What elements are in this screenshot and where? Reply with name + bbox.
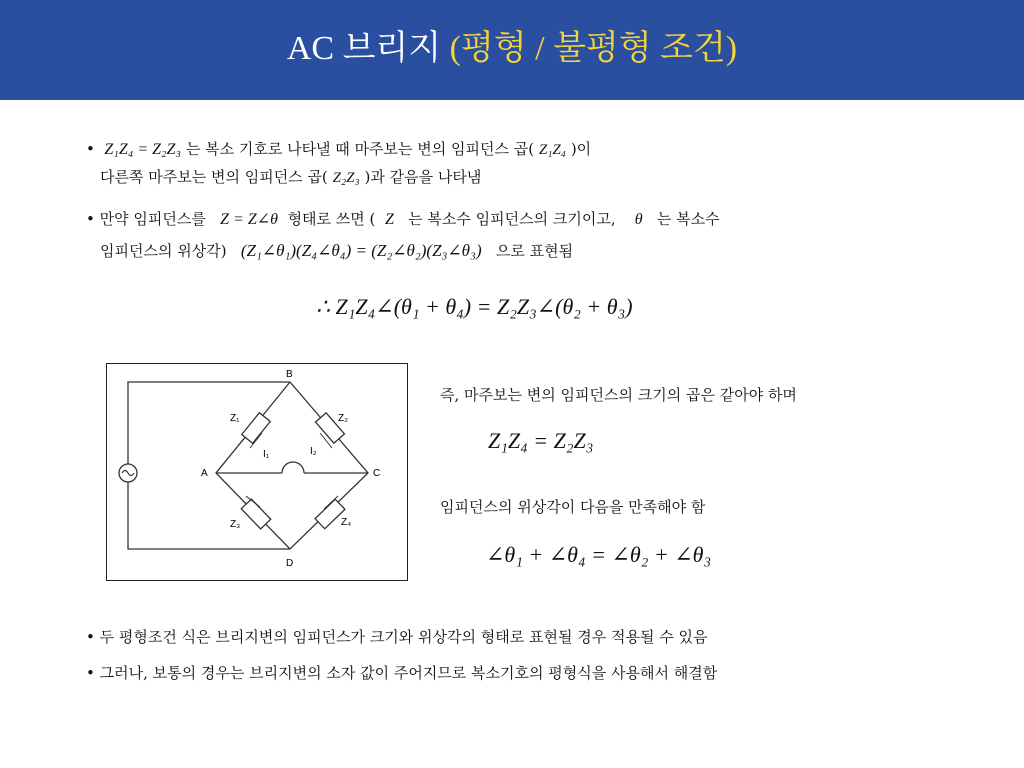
bullet-1-text-b: )이 <box>570 140 592 158</box>
bullet-1-text-a: 는 복소 기호로 나타낼 때 마주보는 변의 임피던스 곱( <box>185 140 535 158</box>
node-c-label: C <box>373 468 381 479</box>
bullet-2-text-e: 임피던스의 위상각) <box>100 242 227 260</box>
node-b-label: B <box>286 369 293 380</box>
eq-theta: θ <box>634 211 643 228</box>
title-highlight: (평형 / 불평형 조건) <box>449 30 738 67</box>
eq-z1z4-z2z3: Z₁Z₄ = Z₂Z₃ <box>104 141 182 158</box>
z3-label: Z₃ <box>230 519 241 530</box>
bullet-2-text-a: 만약 임피던스를 <box>99 210 206 228</box>
bullet-1-text-d: )과 같음을 나타냄 <box>364 168 482 186</box>
bullet-3 <box>86 626 707 647</box>
bullet-3-text: 두 평형조건 식은 브리지변의 임피던스가 크기와 위상각의 형태로 표현될 경우 적용될 수 있음 <box>99 628 708 646</box>
bullet-marker: • <box>86 628 95 646</box>
bullet-2-text-b: 형태로 쓰면 ( <box>287 210 376 228</box>
node-d-label: D <box>286 558 294 569</box>
eq-polar-product: (Z₁∠θ₁)(Z₄∠θ₄) = (Z₂∠θ₂)(Z₃∠θ₃) <box>240 241 482 260</box>
bullet-2-text-c: 는 복소수 임피던스의 크기이고, <box>408 210 616 228</box>
bullet-2-line-1 <box>86 208 720 229</box>
bullet-2-text-d: 는 복소수 <box>656 210 720 228</box>
node-a-label: A <box>201 468 208 479</box>
bullet-1-text-c: 다른쪽 마주보는 변의 임피던스 곱( <box>100 168 328 186</box>
bullet-2-text-f: 으로 표현됨 <box>495 242 574 260</box>
z4-label: Z₄ <box>341 517 352 528</box>
i1-label: I₁ <box>263 449 270 460</box>
eq-z1z4: Z₁Z₄ <box>538 142 567 158</box>
bullet-marker: • <box>86 210 95 228</box>
title-main: AC 브리지 <box>286 30 450 67</box>
bullet-marker: • <box>86 664 95 682</box>
bullet-1-line-2 <box>100 166 481 187</box>
magnitude-condition-label: 즉, 마주보는 변의 임피던스의 크기의 곱은 같아야 하며 <box>440 386 797 404</box>
slide-title <box>0 20 1024 69</box>
z1-label: Z₁ <box>230 413 240 424</box>
bridge-circuit-diagram <box>106 363 408 581</box>
eq-magnitude-balance: Z₁Z₄ = Z₂Z₃ <box>488 428 594 453</box>
bullet-2-line-2 <box>100 240 573 261</box>
bullet-4 <box>86 662 717 683</box>
z2-label: Z₂ <box>338 413 348 424</box>
bullet-4-text: 그러나, 보통의 경우는 브리지변의 소자 값이 주어지므로 복소기호의 평형식을 사용해서 해결함 <box>99 664 718 682</box>
eq-polar-form: Z = Z∠θ <box>220 211 279 228</box>
eq-z-magnitude: Z <box>384 211 394 228</box>
bullet-marker: • <box>86 140 95 158</box>
i2-label: I₂ <box>310 446 317 457</box>
phase-condition-label: 임피던스의 위상각이 다음을 만족해야 함 <box>440 498 706 516</box>
eq-z2z3: Z₂Z₃ <box>332 170 360 186</box>
eq-main-balance: ∴ Z₁Z₄∠(θ₁ + θ₄) = Z₂Z₃∠(θ₂ + θ₃) <box>316 294 633 319</box>
bullet-1-line-1 <box>86 138 591 159</box>
eq-phase-balance: ∠θ₁ + ∠θ₄ = ∠θ₂ + ∠θ₃ <box>486 542 712 567</box>
